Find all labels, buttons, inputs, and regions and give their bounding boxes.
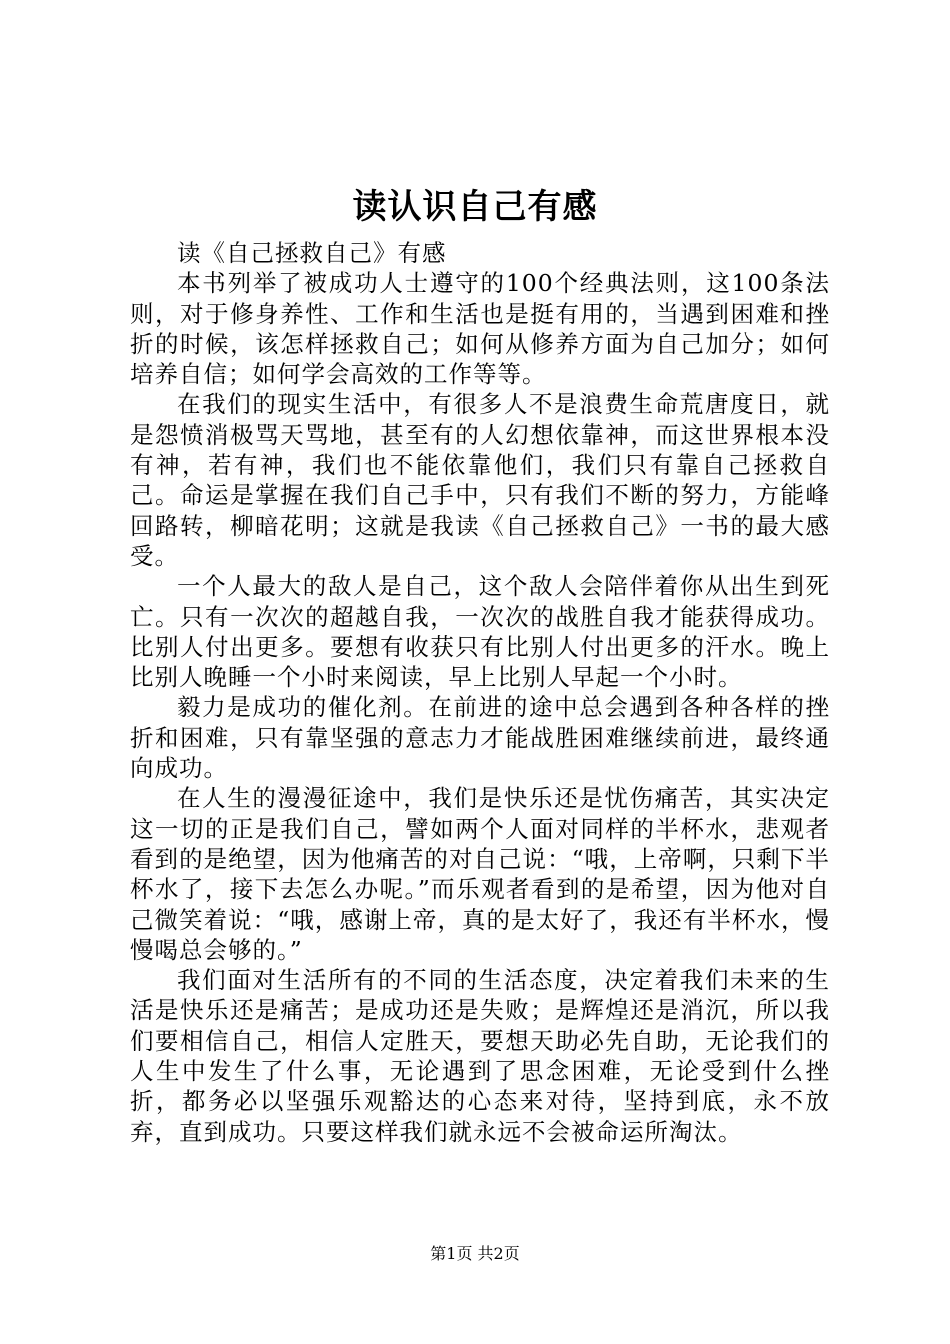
body-paragraph: 毅力是成功的催化剂。在前进的途中总会遇到各种各样的挫折和困难，只有靠坚强的意志力才能战胜困难继续前进，最终通向成功。 (130, 693, 830, 783)
page-title: 读认识自己有感 (352, 187, 598, 227)
body-paragraph: 在我们的现实生活中，有很多人不是浪费生命荒唐度日，就是怨愤消极骂天骂地，甚至有的人幻想依靠神，而这世界根本没有神，若有神，我们也不能依靠他们，我们只有靠自己拯救自己。命运是掌握在我们自己手中，只有我们不断的努力，方能峰回路转，柳暗花明；这就是我读《自己拯救自己》一书的最大感受。 (130, 390, 830, 570)
body-paragraph: 一个人最大的敌人是自己，这个敌人会陪伴着你从出生到死亡。只有一次次的超越自我，一次次的战胜自我才能获得成功。比别人付出更多。要想有收获只有比别人付出更多的汗水。晚上比别人晚睡一个小时来阅读，早上比别人早起一个小时。 (130, 572, 830, 692)
document-body (130, 238, 830, 1147)
subtitle-paragraph: 读《自己拯救自己》有感 (177, 239, 447, 267)
body-paragraph: 在人生的漫漫征途中，我们是快乐还是忧伤痛苦，其实决定这一切的正是我们自己，譬如两个人面对同样的半杯水，悲观者看到的是绝望，因为他痛苦的对自己说：“哦，上帝啊，只剩下半杯水了，接下去怎么办呢。”而乐观者看到的是希望，因为他对自己微笑着说：“哦，感谢上帝，真的是太好了，我还有半杯水，慢慢喝总会够的。” (130, 784, 830, 964)
page-footer: 第1页 共2页 (430, 1244, 520, 1263)
body-paragraph: 本书列举了被成功人士遵守的100个经典法则，这100条法则，对于修身养性、工作和生活也是挺有用的，当遇到困难和挫折的时候，该怎样拯救自己；如何从修养方面为自己加分；如何培养自信；如何学会高效的工作等等。 (130, 269, 830, 389)
body-paragraph: 我们面对生活所有的不同的生活态度，决定着我们未来的生活是快乐还是痛苦；是成功还是失败；是辉煌还是消沉，所以我们要相信自己，相信人定胜天，要想天助必先自助，无论我们的人生中发生了什么事，无论遇到了思念困难，无论受到什么挫折，都务必以坚强乐观豁达的心态来对待，坚持到底，永不放弃，直到成功。只要这样我们就永远不会被命运所淘汰。 (130, 966, 830, 1146)
